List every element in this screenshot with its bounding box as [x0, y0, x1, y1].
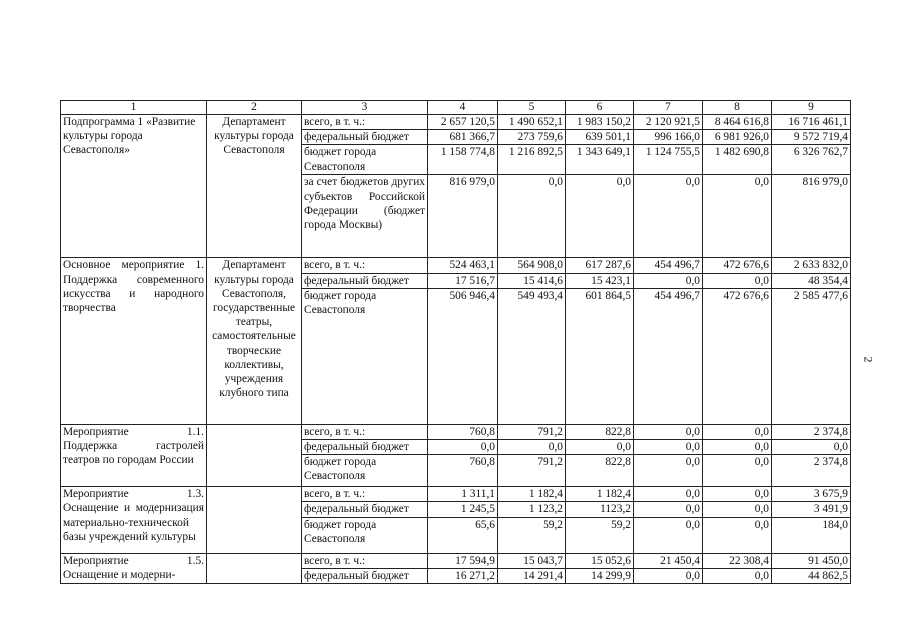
amount-cell: 506 946,4 — [428, 288, 498, 424]
amount-cell: 639 501,1 — [566, 130, 634, 145]
amount-cell: 1 983 150,2 — [566, 115, 634, 130]
page-number: 2 — [861, 356, 876, 363]
amount-cell: 524 463,1 — [428, 258, 498, 273]
amount-cell: 3 491,9 — [772, 502, 851, 517]
header-row — [61, 101, 851, 115]
amount-cell: 15 423,1 — [566, 273, 634, 288]
funding-source-cell: федеральный бюджет — [302, 130, 428, 145]
amount-cell: 15 414,6 — [498, 273, 566, 288]
amount-cell: 1 311,1 — [428, 487, 498, 502]
amount-cell: 0,0 — [634, 487, 703, 502]
amount-cell: 0,0 — [634, 502, 703, 517]
amount-cell: 760,8 — [428, 424, 498, 439]
amount-cell: 0,0 — [566, 440, 634, 455]
amount-cell: 0,0 — [634, 440, 703, 455]
executor-cell: Департамент культуры города Севастополя — [207, 115, 302, 258]
program-name-cell: Основное мероприятие 1. Поддержка современного искусства и народного творчества — [61, 258, 207, 424]
amount-cell: 1 182,4 — [566, 487, 634, 502]
amount-cell: 996 166,0 — [634, 130, 703, 145]
amount-cell: 91 450,0 — [772, 553, 851, 568]
funding-source-cell: бюджет города Севастополя — [302, 455, 428, 487]
amount-cell: 1 123,2 — [498, 502, 566, 517]
amount-cell: 8 464 616,8 — [703, 115, 772, 130]
header-cell: 3 — [302, 101, 428, 115]
amount-cell: 472 676,6 — [703, 288, 772, 424]
funding-source-cell: бюджет города Севастополя — [302, 517, 428, 553]
program-name-cell: Подпрограмма 1 «Развитие культуры города Севастополя» — [61, 115, 207, 258]
funding-source-cell: бюджет города Севастополя — [302, 288, 428, 424]
amount-cell: 0,0 — [703, 517, 772, 553]
program-name-cell: Мероприятие 1.1. Поддержка гастролей театров по городам России — [61, 424, 207, 486]
funding-source-cell: всего, в т. ч.: — [302, 487, 428, 502]
table-row — [61, 258, 851, 273]
amount-cell: 1 182,4 — [498, 487, 566, 502]
amount-cell: 9 572 719,4 — [772, 130, 851, 145]
amount-cell: 760,8 — [428, 455, 498, 487]
amount-cell: 454 496,7 — [634, 288, 703, 424]
amount-cell: 2 374,8 — [772, 455, 851, 487]
funding-source-cell: всего, в т. ч.: — [302, 115, 428, 130]
header-cell: 1 — [61, 101, 207, 115]
amount-cell: 0,0 — [634, 517, 703, 553]
amount-cell: 0,0 — [498, 175, 566, 258]
amount-cell: 2 585 477,6 — [772, 288, 851, 424]
amount-cell: 1 124 755,5 — [634, 145, 703, 175]
amount-cell: 1 245,5 — [428, 502, 498, 517]
amount-cell: 1 343 649,1 — [566, 145, 634, 175]
amount-cell: 0,0 — [703, 273, 772, 288]
header-cell: 8 — [703, 101, 772, 115]
amount-cell: 1123,2 — [566, 502, 634, 517]
amount-cell: 273 759,6 — [498, 130, 566, 145]
amount-cell: 65,6 — [428, 517, 498, 553]
amount-cell: 0,0 — [634, 175, 703, 258]
executor-cell — [207, 424, 302, 486]
funding-source-cell: всего, в т. ч.: — [302, 258, 428, 273]
amount-cell: 822,8 — [566, 424, 634, 439]
amount-cell: 791,2 — [498, 455, 566, 487]
amount-cell: 1 158 774,8 — [428, 145, 498, 175]
amount-cell: 472 676,6 — [703, 258, 772, 273]
amount-cell: 21 450,4 — [634, 553, 703, 568]
amount-cell: 3 675,9 — [772, 487, 851, 502]
amount-cell: 816 979,0 — [772, 175, 851, 258]
header-cell: 5 — [498, 101, 566, 115]
amount-cell: 816 979,0 — [428, 175, 498, 258]
amount-cell: 2 120 921,5 — [634, 115, 703, 130]
amount-cell: 14 299,9 — [566, 568, 634, 583]
amount-cell: 14 291,4 — [498, 568, 566, 583]
amount-cell: 0,0 — [634, 455, 703, 487]
amount-cell: 6 326 762,7 — [772, 145, 851, 175]
amount-cell: 15 043,7 — [498, 553, 566, 568]
header-cell: 6 — [566, 101, 634, 115]
amount-cell: 0,0 — [703, 487, 772, 502]
budget-table-container — [60, 100, 850, 584]
header-cell: 9 — [772, 101, 851, 115]
amount-cell: 0,0 — [634, 424, 703, 439]
amount-cell: 2 374,8 — [772, 424, 851, 439]
funding-source-cell: бюджет города Севастополя — [302, 145, 428, 175]
amount-cell: 617 287,6 — [566, 258, 634, 273]
amount-cell: 1 490 652,1 — [498, 115, 566, 130]
amount-cell: 1 216 892,5 — [498, 145, 566, 175]
amount-cell: 16 271,2 — [428, 568, 498, 583]
program-name-cell: Мероприятие 1.5. Оснащение и модерни- — [61, 553, 207, 583]
table-row — [61, 487, 851, 502]
amount-cell: 0,0 — [498, 440, 566, 455]
amount-cell: 2 657 120,5 — [428, 115, 498, 130]
header-cell: 2 — [207, 101, 302, 115]
amount-cell: 601 864,5 — [566, 288, 634, 424]
amount-cell: 59,2 — [498, 517, 566, 553]
amount-cell: 1 482 690,8 — [703, 145, 772, 175]
amount-cell: 0,0 — [634, 568, 703, 583]
amount-cell: 0,0 — [703, 502, 772, 517]
amount-cell: 17 516,7 — [428, 273, 498, 288]
amount-cell: 0,0 — [703, 424, 772, 439]
amount-cell: 0,0 — [703, 175, 772, 258]
amount-cell: 454 496,7 — [634, 258, 703, 273]
table-row — [61, 115, 851, 130]
executor-cell: Департамент культуры города Севастополя, государственные театры, самостоятельные творческие коллективы, учреждения клубного типа — [207, 258, 302, 424]
amount-cell: 0,0 — [428, 440, 498, 455]
amount-cell: 0,0 — [703, 568, 772, 583]
funding-source-cell: федеральный бюджет — [302, 440, 428, 455]
amount-cell: 16 716 461,1 — [772, 115, 851, 130]
amount-cell: 681 366,7 — [428, 130, 498, 145]
amount-cell: 184,0 — [772, 517, 851, 553]
amount-cell: 822,8 — [566, 455, 634, 487]
amount-cell: 17 594,9 — [428, 553, 498, 568]
amount-cell: 2 633 832,0 — [772, 258, 851, 273]
table-row — [61, 553, 851, 568]
executor-cell — [207, 487, 302, 553]
amount-cell: 0,0 — [772, 440, 851, 455]
amount-cell: 6 981 926,0 — [703, 130, 772, 145]
header-cell: 7 — [634, 101, 703, 115]
header-cell: 4 — [428, 101, 498, 115]
budget-table — [60, 100, 851, 584]
funding-source-cell: федеральный бюджет — [302, 502, 428, 517]
amount-cell: 15 052,6 — [566, 553, 634, 568]
amount-cell: 44 862,5 — [772, 568, 851, 583]
amount-cell: 48 354,4 — [772, 273, 851, 288]
funding-source-cell: федеральный бюджет — [302, 273, 428, 288]
amount-cell: 791,2 — [498, 424, 566, 439]
table-row — [61, 424, 851, 439]
amount-cell: 22 308,4 — [703, 553, 772, 568]
program-name-cell: Мероприятие 1.3. Оснащение и модернизация материально-технической базы учреждений культуры — [61, 487, 207, 553]
amount-cell: 0,0 — [566, 175, 634, 258]
amount-cell: 564 908,0 — [498, 258, 566, 273]
funding-source-cell: всего, в т. ч.: — [302, 424, 428, 439]
amount-cell: 0,0 — [703, 455, 772, 487]
amount-cell: 59,2 — [566, 517, 634, 553]
amount-cell: 0,0 — [703, 440, 772, 455]
funding-source-cell: федеральный бюджет — [302, 568, 428, 583]
funding-source-cell: всего, в т. ч.: — [302, 553, 428, 568]
amount-cell: 549 493,4 — [498, 288, 566, 424]
funding-source-cell: за счет бюджетов других субъектов Российской Федерации (бюджет города Москвы) — [302, 175, 428, 258]
amount-cell: 0,0 — [634, 273, 703, 288]
executor-cell — [207, 553, 302, 583]
